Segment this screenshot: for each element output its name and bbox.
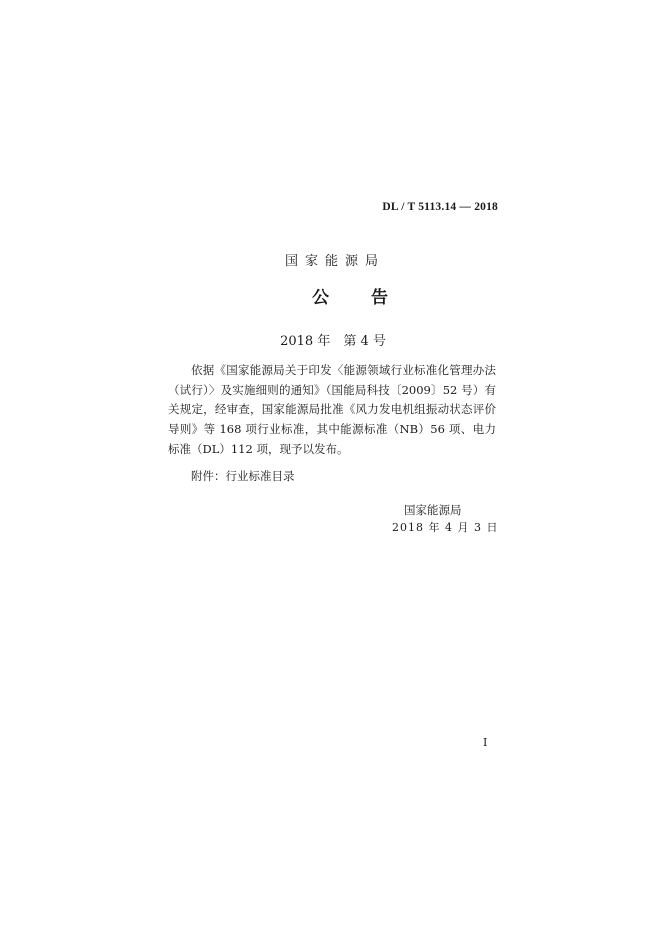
notice-number: 2018 年 第 4 号 <box>280 334 386 349</box>
notice-title: 公告 <box>312 288 430 308</box>
signature-name: 国家能源局 <box>404 503 462 517</box>
attachment-line: 附件：行业标准目录 <box>191 469 295 483</box>
signature-date: 2018 年 4 月 3 日 <box>392 521 499 534</box>
page-number: I <box>483 736 488 749</box>
notice-body: 依据《国家能源局关于印发〈能源领域行业标准化管理办法（试行）〉及实施细则的通知》（国能局科技〔2009〕52 号）有关规定，经审查，国家能源局批准《风力发电机组振动状态评价导则》等 168 项行业标准，其中能源标准（NB）56 项、电力标准（DL）112 项，现予以发布。 <box>168 363 496 456</box>
standard-code: DL / T 5113.14 — 2018 <box>382 201 498 213</box>
issuer-name: 国家能源局 <box>284 254 385 269</box>
